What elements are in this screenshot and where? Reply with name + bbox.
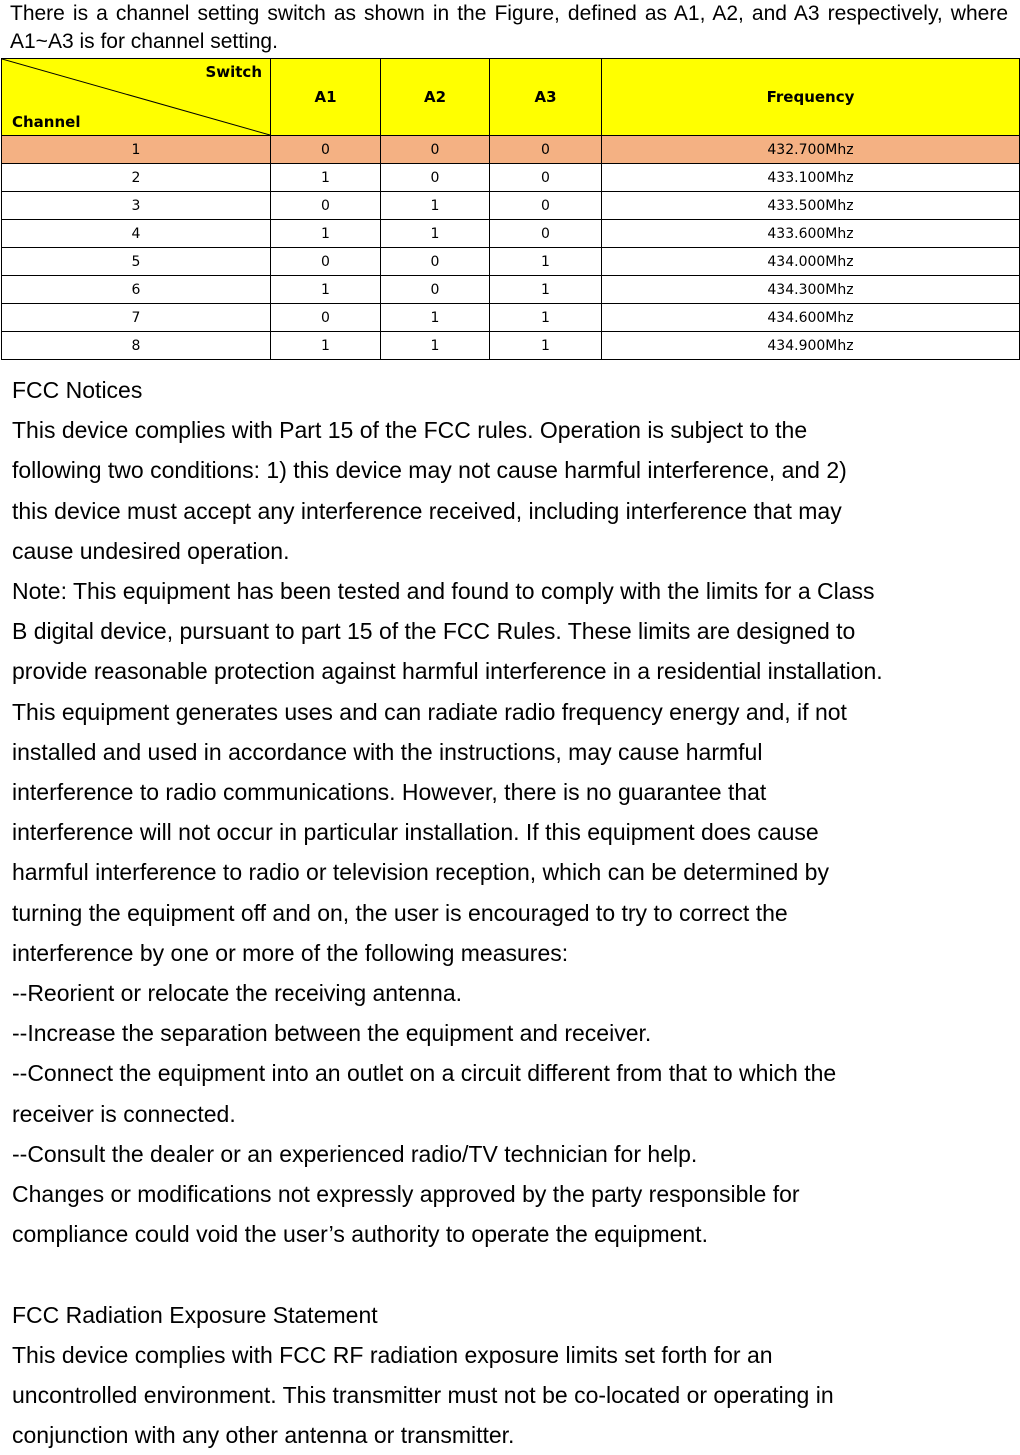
cell-a3: 1 xyxy=(490,304,602,332)
measure-item: --Consult the dealer or an experienced radio/TV technician for help. xyxy=(12,1140,698,1167)
header-a1: A1 xyxy=(271,59,381,136)
cell-a1: 0 xyxy=(271,248,381,276)
table-row xyxy=(2,192,1020,220)
text-line: compliance could void the user’s authority to operate the equipment. xyxy=(12,1221,708,1248)
cell-a2: 1 xyxy=(381,304,490,332)
table-header-row xyxy=(2,59,1020,136)
cell-frequency: 434.300Mhz xyxy=(602,276,1020,304)
cell-channel: 5 xyxy=(2,248,271,276)
table-row xyxy=(2,136,1020,164)
text-line: uncontrolled environment. This transmitter must not be co-located or operating in xyxy=(12,1382,834,1409)
text-line: harmful interference to radio or television reception, which can be determined by xyxy=(12,859,829,886)
cell-channel: 1 xyxy=(2,136,271,164)
text-line: provide reasonable protection against harmful interference in a residential installation. xyxy=(12,658,883,685)
fcc-notices-body xyxy=(12,370,1012,1455)
header-frequency: Frequency xyxy=(602,59,1020,136)
table-row xyxy=(2,304,1020,332)
text-line: installed and used in accordance with the instructions, may cause harmful xyxy=(12,738,763,765)
text-line: following two conditions: 1) this device may not cause harmful interference, and 2) xyxy=(12,457,847,484)
corner-header-cell xyxy=(2,59,271,136)
cell-a2: 0 xyxy=(381,136,490,164)
cell-a3: 0 xyxy=(490,164,602,192)
cell-a3: 0 xyxy=(490,220,602,248)
cell-a2: 0 xyxy=(381,248,490,276)
cell-frequency: 433.100Mhz xyxy=(602,164,1020,192)
blank-line xyxy=(12,1254,1012,1294)
cell-frequency: 434.600Mhz xyxy=(602,304,1020,332)
cell-frequency: 434.900Mhz xyxy=(602,332,1020,360)
cell-a1: 1 xyxy=(271,164,381,192)
switch-label: Switch xyxy=(205,63,262,81)
cell-a3: 0 xyxy=(490,136,602,164)
cell-a3: 1 xyxy=(490,276,602,304)
header-a3: A3 xyxy=(490,59,602,136)
measure-item: --Connect the equipment into an outlet on a circuit different from that to which the xyxy=(12,1060,837,1087)
cell-frequency: 434.000Mhz xyxy=(602,248,1020,276)
cell-a2: 0 xyxy=(381,276,490,304)
text-line: interference to radio communications. However, there is no guarantee that xyxy=(12,779,767,806)
cell-channel: 7 xyxy=(2,304,271,332)
cell-frequency: 433.500Mhz xyxy=(602,192,1020,220)
cell-frequency: 432.700Mhz xyxy=(602,136,1020,164)
cell-channel: 2 xyxy=(2,164,271,192)
cell-a1: 1 xyxy=(271,332,381,360)
cell-channel: 4 xyxy=(2,220,271,248)
cell-frequency: 433.600Mhz xyxy=(602,220,1020,248)
cell-a2: 1 xyxy=(381,220,490,248)
text-line: receiver is connected. xyxy=(12,1100,236,1127)
text-line: turning the equipment off and on, the user is encouraged to try to correct the xyxy=(12,899,788,926)
text-line: Changes or modifications not expressly approved by the party responsible for xyxy=(12,1181,800,1208)
text-line: interference will not occur in particular installation. If this equipment does cause xyxy=(12,819,819,846)
table-row xyxy=(2,220,1020,248)
header-a2: A2 xyxy=(381,59,490,136)
cell-channel: 3 xyxy=(2,192,271,220)
cell-a3: 1 xyxy=(490,332,602,360)
cell-a2: 1 xyxy=(381,192,490,220)
text-line: This device complies with Part 15 of the FCC rules. Operation is subject to the xyxy=(12,417,808,444)
cell-channel: 8 xyxy=(2,332,271,360)
cell-channel: 6 xyxy=(2,276,271,304)
text-line: cause undesired operation. xyxy=(12,537,290,564)
text-line: B digital device, pursuant to part 15 of the FCC Rules. These limits are designed to xyxy=(12,618,856,645)
table-row xyxy=(2,332,1020,360)
table-row xyxy=(2,276,1020,304)
cell-a3: 0 xyxy=(490,192,602,220)
cell-a1: 1 xyxy=(271,276,381,304)
text-line: Note: This equipment has been tested and found to comply with the limits for a Class xyxy=(12,578,875,605)
cell-a2: 1 xyxy=(381,332,490,360)
measure-item: --Increase the separation between the equipment and receiver. xyxy=(12,1020,652,1047)
table-row xyxy=(2,248,1020,276)
text-line: This equipment generates uses and can radiate radio frequency energy and, if not xyxy=(12,698,847,725)
text-line: this device must accept any interference received, including interference that may xyxy=(12,497,842,524)
cell-a1: 1 xyxy=(271,220,381,248)
channel-table xyxy=(1,58,1020,360)
cell-a2: 0 xyxy=(381,164,490,192)
text-line: This device complies with FCC RF radiation exposure limits set forth for an xyxy=(12,1341,773,1368)
measure-item: --Reorient or relocate the receiving antenna. xyxy=(12,980,463,1007)
channel-label: Channel xyxy=(12,113,81,131)
cell-a1: 0 xyxy=(271,304,381,332)
table-row xyxy=(2,164,1020,192)
text-line: interference by one or more of the following measures: xyxy=(12,939,569,966)
text-line: conjunction with any other antenna or transmitter. xyxy=(12,1422,515,1449)
cell-a1: 0 xyxy=(271,192,381,220)
section-heading-radiation-exposure: FCC Radiation Exposure Statement xyxy=(12,1301,378,1328)
cell-a3: 1 xyxy=(490,248,602,276)
cell-a1: 0 xyxy=(271,136,381,164)
section-heading-fcc-notices: FCC Notices xyxy=(12,377,143,403)
intro-paragraph: There is a channel setting switch as shown in the Figure, defined as A1, A2, and A3 respectively, where A1~A3 is for channel setting. xyxy=(10,2,1008,53)
